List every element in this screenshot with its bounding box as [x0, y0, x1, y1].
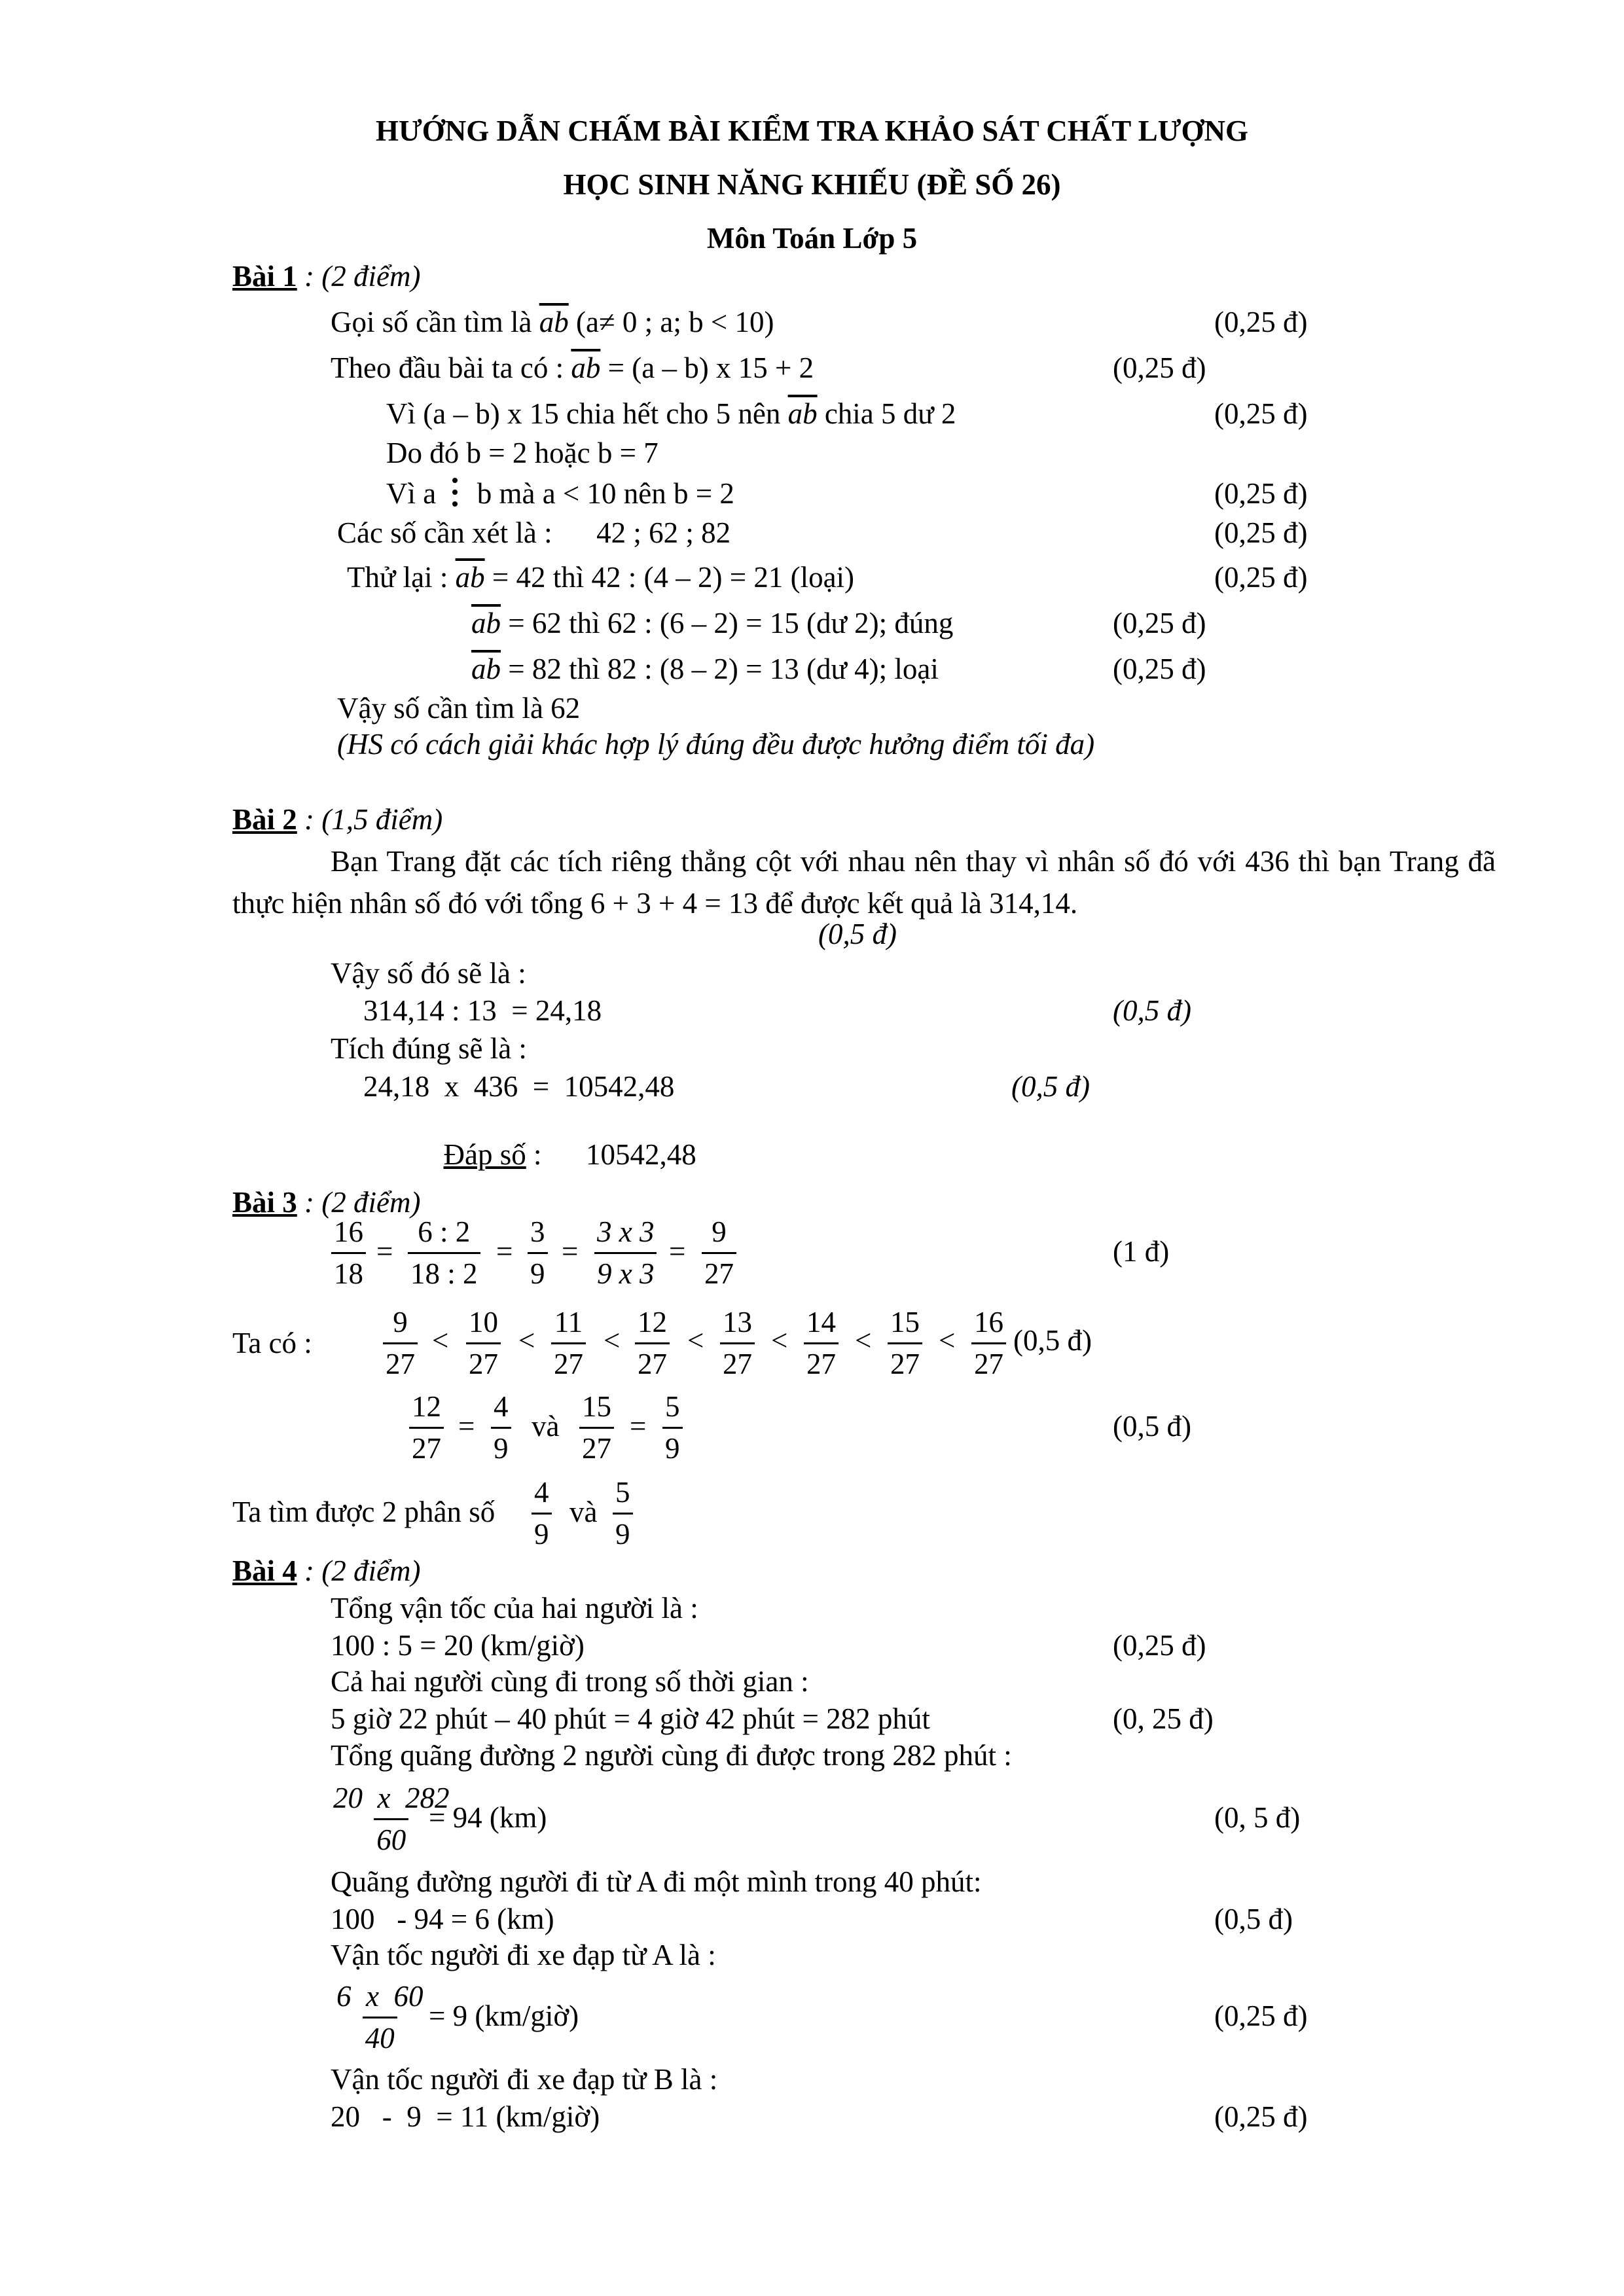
fraction: $\frac{6 : 2}{18 : 2}$ — [408, 1217, 480, 1289]
fraction: $\frac{15}{27}$ — [888, 1308, 922, 1379]
bai4-line-7: 100 - 94 = 6 (km) — [331, 1903, 554, 1935]
bai1-score-9: (0,25 đ) — [1113, 653, 1206, 685]
bai1-line-9: $\overline{ab} = 82$ thì 82 : (8 – 2) = 13 (dư 4); loại — [471, 653, 939, 685]
fraction: $\frac{9}{27}$ — [702, 1217, 736, 1289]
fraction: $\frac{3}{9}$ — [528, 1217, 548, 1289]
bai1-score-7: (0,25 đ) — [1214, 561, 1308, 594]
bai1-score-8: (0,25 đ) — [1113, 607, 1206, 639]
bai3-score-1: (1 đ) — [1113, 1235, 1170, 1268]
bai2-score-2: (0,5 đ) — [1113, 994, 1191, 1027]
bai1-line-8: $\overline{ab} = 62$ thì 62 : (6 – 2) = 15 (dư 2); đúng — [471, 607, 954, 639]
bai1-label: Bài 1 — [232, 260, 297, 293]
bai1-score-6: (0,25 đ) — [1214, 516, 1308, 549]
ab-overline: $\overline{ab}$ — [571, 351, 601, 384]
bai1-line-6: Các số cần xét là : 42 ; 62 ; 82 — [337, 516, 731, 549]
bai4-line-3: Cả hai người cùng đi trong số thời gian : — [331, 1665, 809, 1698]
bai4-score-4: (0,5 đ) — [1214, 1903, 1293, 1935]
less-than-sign: < — [604, 1324, 621, 1357]
bai3-heading — [232, 1188, 420, 1217]
equals-sign: = — [630, 1410, 647, 1443]
bai3-label: Bài 3 — [232, 1186, 297, 1219]
fraction: $\frac{6 x 60}{40}$ — [336, 1980, 424, 2054]
bai4-line-2: 100 : 5 = 20 (km/giờ) — [331, 1629, 585, 1662]
fraction: $\frac{20 x 282}{60}$ — [333, 1782, 450, 1856]
bai4-line-8: Vận tốc người đi xe đạp từ A là : — [331, 1939, 716, 1971]
bai1-line-4: Do đó b = 2 hoặc b = 7 — [386, 437, 659, 469]
fraction: $\frac{5}{9}$ — [613, 1478, 633, 1549]
fraction: $\frac{13}{27}$ — [720, 1308, 755, 1379]
bai1-score-2: (0,25 đ) — [1113, 351, 1206, 384]
ab-overline: $\overline{ab}$ — [471, 653, 501, 685]
bai1-line-2: Theo đầu bài ta có : $\overline{ab} = (a - b)$ x 15 + 2 — [331, 351, 814, 384]
bai1-line-7: Thử lại : $\overline{ab} = 42$ thì 42 : (4 – 2) = 21 (loại) — [347, 561, 855, 594]
less-than-sign: < — [771, 1324, 788, 1357]
bai2-score-1: (0,5 đ) — [818, 918, 897, 950]
bai4-score-3: (0, 5 đ) — [1214, 1801, 1301, 1834]
bai4-score-5: (0,25 đ) — [1214, 2000, 1308, 2032]
fraction: $\frac{16}{27}$ — [971, 1308, 1006, 1379]
bai1-line-5: Vì a b mà a < 10 nên b = 2 — [386, 477, 734, 510]
bai1-line-1: Gọi số cần tìm là $\overline{ab}$ (a≠ 0 ; a; b < 10) — [331, 306, 774, 338]
bai4-line-6: Quãng đường người đi từ A đi một mình trong 40 phút: — [331, 1865, 982, 1898]
document-title-line-2: HỌC SINH NĂNG KHIẾU (ĐỀ SỐ 26) — [563, 168, 1061, 201]
bai1-note: (HS có cách giải khác hợp lý đúng đều được hưởng điểm tối đa) — [337, 728, 1095, 761]
document-subject: Môn Toán Lớp 5 — [706, 222, 918, 255]
ab-overline: $\overline{ab}$ — [787, 397, 818, 430]
bai4-result-2: = 9 (km/giờ) — [429, 2000, 579, 2032]
answer-label: Đáp số — [443, 1138, 526, 1171]
bai2-answer: Đáp số : 10542,48 — [443, 1138, 696, 1171]
bai2-line-5: 24,18 x 436 = 10542,48 — [363, 1070, 675, 1103]
bai1-line-3: Vì (a – b) x 15 chia hết cho 5 nên $\overline{ab}$ chia 5 dư 2 — [386, 397, 956, 430]
bai3-score-2: (0,5 đ) — [1013, 1324, 1092, 1357]
ab-overline: $\overline{ab}$ — [539, 306, 569, 338]
bai1-score-1: (0,25 đ) — [1214, 306, 1308, 338]
bai4-result-1: = 94 (km) — [429, 1801, 547, 1834]
less-than-sign: < — [939, 1324, 956, 1357]
bai1-points: : (2 điểm) — [297, 260, 421, 293]
bai2-score-3: (0,5 đ) — [1011, 1070, 1090, 1103]
bai2-paragraph: Bạn Trang đặt các tích riêng thẳng cột với nhau nên thay vì nhân số đó với 436 thì bạn Trang đã thực hiện nhân số đó với tổng 6 + 3 + 4 = 13 để được kết quả là 314,14. — [232, 845, 1496, 920]
less-than-sign: < — [432, 1324, 449, 1357]
bai4-line-9: Vận tốc người đi xe đạp từ B là : — [331, 2063, 718, 2096]
bai2-line-3: 314,14 : 13 = 24,18 — [363, 994, 602, 1027]
bai3-taco: Ta có : — [232, 1327, 312, 1359]
equals-sign: = — [458, 1410, 475, 1443]
equals-sign: = — [496, 1235, 513, 1268]
divisible-symbol — [443, 479, 469, 509]
fraction: $\frac{4}{9}$ — [532, 1478, 552, 1549]
fraction: $\frac{12}{27}$ — [635, 1308, 670, 1379]
bai1-score-3: (0,25 đ) — [1214, 397, 1308, 430]
bai3-conclusion: Ta tìm được 2 phân số — [232, 1496, 496, 1528]
bai4-line-10: 20 - 9 = 11 (km/giờ) — [331, 2100, 600, 2133]
bai4-line-1: Tổng vận tốc của hai người là : — [331, 1592, 698, 1624]
bai4-line-5: Tổng quãng đường 2 người cùng đi được trong 282 phút : — [331, 1739, 1012, 1772]
less-than-sign: < — [855, 1324, 872, 1357]
bai4-points: : (2 điểm) — [297, 1554, 421, 1587]
bai3-score-3: (0,5 đ) — [1113, 1410, 1191, 1443]
bai4-score-2: (0, 25 đ) — [1113, 1702, 1214, 1735]
ab-overline: $\overline{ab}$ — [471, 607, 501, 639]
bai2-line-2: Vậy số đó sẽ là : — [331, 957, 526, 990]
conjunction-va: và — [532, 1410, 560, 1443]
bai1-line-10: Vậy số cần tìm là 62 — [337, 692, 581, 725]
bai4-score-1: (0,25 đ) — [1113, 1629, 1206, 1662]
ab-overline: $\overline{ab}$ — [455, 561, 485, 594]
bai1-heading — [232, 262, 420, 291]
fraction: $\frac{11}{27}$ — [551, 1308, 586, 1379]
fraction: $\frac{5}{9}$ — [662, 1392, 683, 1463]
bai4-line-4: 5 giờ 22 phút – 40 phút = 4 giờ 42 phút = 282 phút — [331, 1702, 930, 1735]
fraction: $\frac{14}{27}$ — [804, 1308, 839, 1379]
bai2-heading — [232, 805, 442, 834]
fraction: $\frac{16}{18}$ — [331, 1217, 366, 1289]
bai1-score-5: (0,25 đ) — [1214, 477, 1308, 510]
bai4-score-6: (0,25 đ) — [1214, 2100, 1308, 2133]
document-title-line-1: HƯỚNG DẪN CHẤM BÀI KIỂM TRA KHẢO SÁT CHẤT LƯỢNG — [375, 115, 1249, 147]
fraction: $\frac{3 x 3}{9 x 3}$ — [594, 1217, 657, 1289]
bai2-label: Bài 2 — [232, 803, 297, 836]
fraction: $\frac{9}{27}$ — [383, 1308, 418, 1379]
less-than-sign: < — [518, 1324, 535, 1357]
conjunction-va: và — [569, 1496, 598, 1528]
equals-sign: = — [376, 1235, 393, 1268]
fraction: $\frac{10}{27}$ — [466, 1308, 501, 1379]
fraction: $\frac{4}{9}$ — [491, 1392, 511, 1463]
bai4-label: Bài 4 — [232, 1554, 297, 1587]
equals-sign: = — [669, 1235, 686, 1268]
bai3-points: : (2 điểm) — [297, 1186, 421, 1219]
equals-sign: = — [562, 1235, 579, 1268]
bai4-heading — [232, 1556, 420, 1586]
fraction: $\frac{15}{27}$ — [579, 1392, 614, 1463]
bai2-line-4: Tích đúng sẽ là : — [331, 1032, 527, 1065]
fraction: $\frac{12}{27}$ — [409, 1392, 444, 1463]
bai2-points: : (1,5 điểm) — [297, 803, 443, 836]
less-than-sign: < — [687, 1324, 704, 1357]
